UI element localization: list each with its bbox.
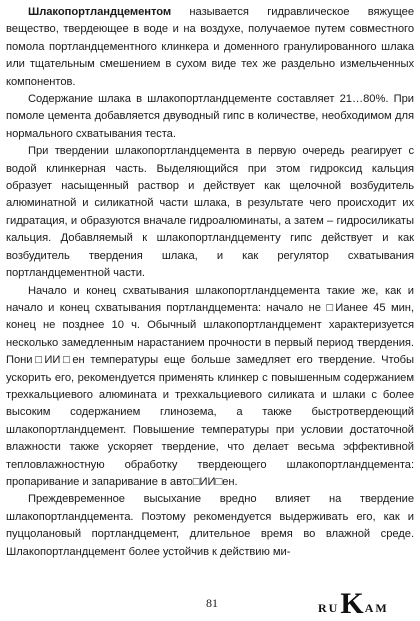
paragraph-slag-content: Содержание шлака в шлакопортландцементе составляет 21…80%. При помоле цемента добавляется двуводный гипс в количестве, необходимом для нормального схватывания теста. xyxy=(6,93,414,140)
watermark-left: RU xyxy=(318,601,340,615)
watermark-logo xyxy=(318,587,389,620)
term-heading: Шлакопортландцементом xyxy=(28,6,172,18)
watermark-mid: K xyxy=(340,587,364,620)
watermark-right: AM xyxy=(364,601,389,615)
document-body xyxy=(6,4,414,561)
paragraph-hardening: При твердении шлакопортландцемента в первую очередь реагирует с водой клинкерная часть. Выделяющийся при этом гидроксид кальция образует насыщенный раствор и действует как щелочной возбудитель алюминатной и силикатной части шлака, в результате чего происходит их гидратация, и образуются вначале гидроалюминаты, а затем – гидросиликаты кальция. Добавляемый к шлакопортландцементу гипс действует и как возбудитель твердения шлака, и как регулятор схватывания портландцементной части. xyxy=(6,145,414,280)
paragraph-definition xyxy=(6,4,414,91)
page-number: 81 xyxy=(206,596,218,610)
paragraph-text: называется гидравлическое вяжущее вещество, твердеющее в воде и на воздухе, получаемое путем совместного помола портландцементного клинкера и доменного гранулированного шлака или тщательным смешением в сухом виде тех же раздельно измельченных компонентов. xyxy=(6,6,414,88)
paragraph-drying: Преждевременное высыхание вредно влияет на твердение шлакопортландцемента. Поэтому рекомендуется выдерживать его, как и пуццолановый портландцемент, длительное время во влажной среде. Шлакопортландцемент более устойчив к действию ми- xyxy=(6,493,414,558)
page-footer xyxy=(0,587,420,621)
paragraph-setting-time: Начало и конец схватывания шлакопортландцемента такие же, как и начало и конец схватывания портландцемента: начало не □Ианее 45 мин, конец не позднее 10 ч. Обычный шлакопортландцемент характеризуется несколько замедленным нарастанием прочности в первый период твердения. Пони□ИИ□ен температуры еще больше замедляет его твердение. Чтобы ускорить его, рекомендуется применять клинкер с повышенным содержанием трехкальциевого алюмината и трехкальциевого силиката и шлаки с более высоким содержанием глинозема, а также быстротвердеющий шлакопортландцемент. Повышение температуры при условии достаточной влажности также ускоряет твердение, что делает весьма эффективной тепловлажностную обработку твердеющего шлакопортландцемента: пропаривание и запаривание в авто□ИИ□ен. xyxy=(6,284,414,488)
